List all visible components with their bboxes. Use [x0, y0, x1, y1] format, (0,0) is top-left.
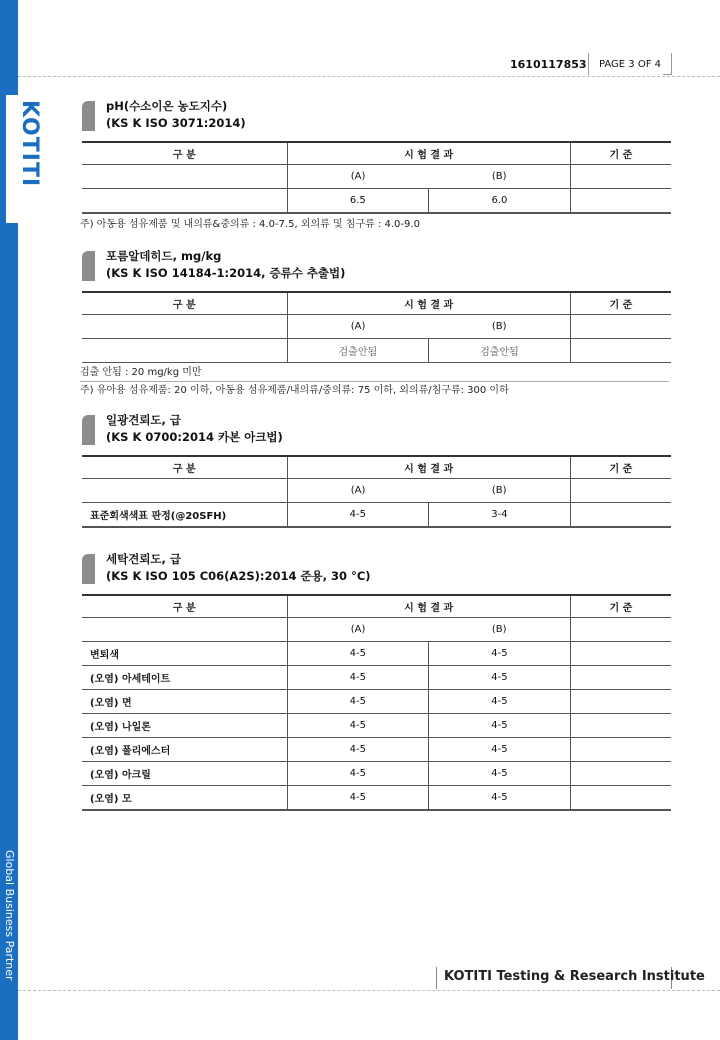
row-value-a: 4-5 [287, 762, 429, 786]
row-standard [570, 503, 671, 528]
table-row [82, 738, 671, 762]
row-value-b: 4-5 [429, 642, 571, 666]
row-standard [570, 714, 671, 738]
subheader-a: (A) [287, 315, 429, 339]
table-row [82, 339, 671, 363]
footer-divider [18, 990, 720, 991]
subheader-b: (B) [429, 165, 571, 189]
row-value-a: 4-5 [287, 642, 429, 666]
section-title-block [82, 551, 671, 589]
subheader-b: (B) [429, 315, 571, 339]
section-light-fastness [82, 412, 671, 528]
section-wash-fastness [82, 551, 671, 811]
table-header-row [82, 456, 671, 479]
header-category: 구 분 [82, 456, 287, 479]
table-subheader-row [82, 165, 671, 189]
row-label: (오염) 아크릴 [82, 762, 287, 786]
table-subheader-row [82, 479, 671, 503]
section-title: 세탁견뢰도, 급 [106, 552, 182, 566]
header-category: 구 분 [82, 142, 287, 165]
section-method: (KS K ISO 14184-1:2014, 증류수 추출법) [106, 266, 346, 280]
section-title: pH(수소이온 농도지수) [106, 99, 228, 113]
row-label: (오염) 폴리에스터 [82, 738, 287, 762]
row-standard [570, 786, 671, 811]
row-label: (오염) 모 [82, 786, 287, 811]
row-value-b: 4-5 [429, 762, 571, 786]
report-number: 1610117853 [510, 58, 587, 71]
result-table [82, 291, 671, 363]
table-row [82, 690, 671, 714]
row-value-a: 검출안됨 [287, 339, 429, 363]
section-method: (KS K ISO 105 C06(A2S):2014 준용, 30 °C) [106, 569, 371, 583]
header-standard: 기 준 [570, 456, 671, 479]
header-standard: 기 준 [570, 595, 671, 618]
table-subheader-row [82, 618, 671, 642]
section-marker [82, 251, 95, 281]
table-row [82, 189, 671, 214]
subheader-a: (A) [287, 618, 429, 642]
kotiti-logo: KOTITI [17, 100, 42, 188]
sidebar-slogan: Global Business Partner [3, 850, 16, 981]
section-marker [82, 415, 95, 445]
section-marker [82, 554, 95, 584]
table-row [82, 762, 671, 786]
table-row [82, 714, 671, 738]
row-label: 표준회색색표 판정(@20SFH) [82, 503, 287, 528]
footer-institute: KOTITI Testing & Research Institute [444, 969, 705, 984]
row-value-b: 4-5 [429, 666, 571, 690]
table-row [82, 503, 671, 528]
row-label: 변퇴색 [82, 642, 287, 666]
result-table [82, 455, 671, 528]
header-standard: 기 준 [570, 292, 671, 315]
row-value-a: 4-5 [287, 714, 429, 738]
section-method: (KS K ISO 3071:2014) [106, 116, 246, 130]
result-table [82, 141, 671, 214]
table-row [82, 666, 671, 690]
row-value-a: 4-5 [287, 503, 429, 528]
header-category: 구 분 [82, 595, 287, 618]
row-label [82, 189, 287, 214]
row-label: (오염) 면 [82, 690, 287, 714]
row-standard [570, 762, 671, 786]
section-marker [82, 101, 95, 131]
row-standard [570, 642, 671, 666]
row-standard [570, 189, 671, 214]
subheader-a: (A) [287, 165, 429, 189]
row-value-a: 4-5 [287, 738, 429, 762]
result-table [82, 594, 671, 811]
section-method: (KS K 0700:2014 카본 아크법) [106, 430, 283, 444]
section-formaldehyde [82, 248, 671, 399]
section-title-block [82, 98, 671, 136]
header-standard: 기 준 [570, 142, 671, 165]
header-result: 시 험 결 과 [287, 142, 570, 165]
row-value-b: 검출안됨 [429, 339, 571, 363]
header-result: 시 험 결 과 [287, 456, 570, 479]
row-value-a: 4-5 [287, 786, 429, 811]
logo-tab [6, 95, 48, 223]
subheader-b: (B) [429, 479, 571, 503]
header-category: 구 분 [82, 292, 287, 315]
header-divider [18, 76, 720, 77]
note-text: 주) 유아용 섬유제품: 20 이하, 아동용 섬유제품/내의류/중의류: 75 이하, 외의류/침구류: 300 이하 [80, 385, 509, 396]
header-result: 시 험 결 과 [287, 292, 570, 315]
row-value-b: 4-5 [429, 738, 571, 762]
header-result: 시 험 결 과 [287, 595, 570, 618]
page-indicator: PAGE 3 OF 4 [588, 53, 672, 75]
section-title-block [82, 248, 671, 286]
table-row [82, 642, 671, 666]
row-label: (오염) 아세테이트 [82, 666, 287, 690]
row-standard [570, 339, 671, 363]
row-standard [570, 666, 671, 690]
row-label: (오염) 나일론 [82, 714, 287, 738]
row-value-b: 6.0 [429, 189, 571, 214]
section-ph [82, 98, 671, 233]
table-header-row [82, 142, 671, 165]
row-value-b: 4-5 [429, 786, 571, 811]
row-standard [570, 690, 671, 714]
row-standard [570, 738, 671, 762]
row-value-a: 4-5 [287, 690, 429, 714]
table-header-row [82, 595, 671, 618]
note-text: 주) 아동용 섬유제품 및 내의류&중의류 : 4.0-7.5, 외의류 및 침구류 : 4.0-9.0 [80, 219, 420, 230]
row-value-b: 3-4 [429, 503, 571, 528]
table-header-row [82, 292, 671, 315]
subheader-b: (B) [429, 618, 571, 642]
section-title: 일광견뢰도, 급 [106, 413, 182, 427]
row-label [82, 339, 287, 363]
section-title: 포름알데히드, mg/kg [106, 249, 222, 263]
row-value-b: 4-5 [429, 690, 571, 714]
table-row [82, 786, 671, 811]
table-subheader-row [82, 315, 671, 339]
section-title-block [82, 412, 671, 450]
row-value-b: 4-5 [429, 714, 571, 738]
row-value-a: 6.5 [287, 189, 429, 214]
row-value-a: 4-5 [287, 666, 429, 690]
note-text: 검출 안됨 : 20 mg/kg 미만 [80, 365, 669, 382]
subheader-a: (A) [287, 479, 429, 503]
